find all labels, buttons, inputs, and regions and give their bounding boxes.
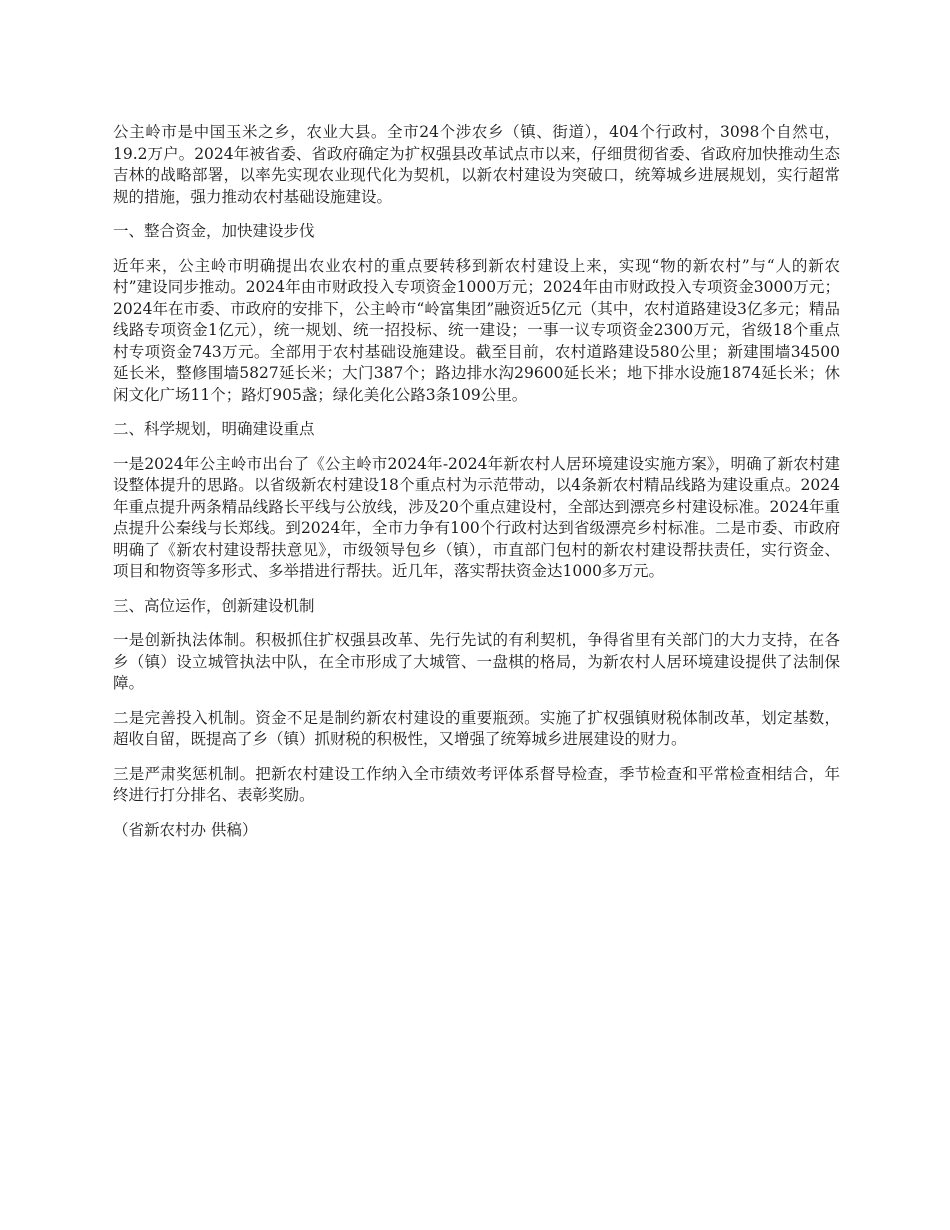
section-heading-2: 二、科学规划，明确建设重点: [113, 420, 315, 438]
source-credit: （省新农村办 供稿）: [113, 820, 258, 839]
intro-paragraph: 公主岭市是中国玉米之乡，农业大县。全市24个涉农乡（镇、街道），404个行政村，3098个自然屯，19.2万户。2024年被省委、省政府确定为扩权强县改革试点市以来，仔细贯彻省委、省政府加快推动生态吉林的战略部署，以率先实现农业现代化为契机，以新农村建设为突破口，统筹城乡进展规划，实行超常规的措施，强力推动农村基础设施建设。: [113, 123, 840, 206]
section-1-paragraph: 近年来，公主岭市明确提出农业农村的重点要转移到新农村建设上来，实现“物的新农村”与“人的新农村”建设同步推动。2024年由市财政投入专项资金1000万元；2024年由市财政投入专项资金3000万元；2024年在市委、市政府的安排下，公主岭市“岭富集团”融资近5亿元（其中，农村道路建设3亿多元；精品线路专项资金1亿元），统一规划、统一招投标、统一建设；一事一议专项资金2300万元，省级18个重点村专项资金743万元。全部用于农村基础设施建设。截至目前，农村道路建设580公里；新建围墙34500延长米，整修围墙5827延长米；大门387个；路边排水沟29600延长米；地下排水设施1874延长米；休闲文化广场11个；路灯905盏；绿化美化公路3条109公里。: [113, 256, 840, 404]
section-heading-1: 一、整合资金，加快建设步伐: [113, 222, 315, 240]
section-3-paragraph-3: 三是严肃奖惩机制。把新农村建设工作纳入全市绩效考评体系督导检查，季节检查和平常检查相结合，年终进行打分排名、表彰奖励。: [113, 764, 840, 804]
section-2-paragraph: 一是2024年公主岭市出台了《公主岭市2024年-2024年新农村人居环境建设实施方案》，明确了新农村建设整体提升的思路。以省级新农村建设18个重点村为示范带动，以4条新农村精品线路为建设重点。2024年重点提升两条精品线路长平线与公放线，涉及20个重点建设村，全部达到漂亮乡村建设标准。2024年重点提升公秦线与长郑线。到2024年，全市力争有100个行政村达到省级漂亮乡村标准。二是市委、市政府明确了《新农村建设帮扶意见》，市级领导包乡（镇），市直部门包村的新农村建设帮扶责任，实行资金、项目和物资等多形式、多举措进行帮扶。近几年，落实帮扶资金达1000多万元。: [113, 454, 840, 580]
section-3-paragraph-2: 二是完善投入机制。资金不足是制约新农村建设的重要瓶颈。实施了扩权强镇财税体制改革，划定基数，超收自留，既提高了乡（镇）抓财税的积极性，又增强了统筹城乡进展建设的财力。: [113, 708, 840, 748]
section-heading-3: 三、高位运作，创新建设机制: [113, 596, 315, 615]
document-body: [113, 122, 840, 854]
section-3-paragraph-1: 一是创新执法体制。积极抓住扩权强县改革、先行先试的有利契机，争得省里有关部门的大力支持，在各乡（镇）设立城管执法中队，在全市形成了大城管、一盘棋的格局，为新农村人居环境建设提供了法制保障。: [113, 631, 840, 692]
